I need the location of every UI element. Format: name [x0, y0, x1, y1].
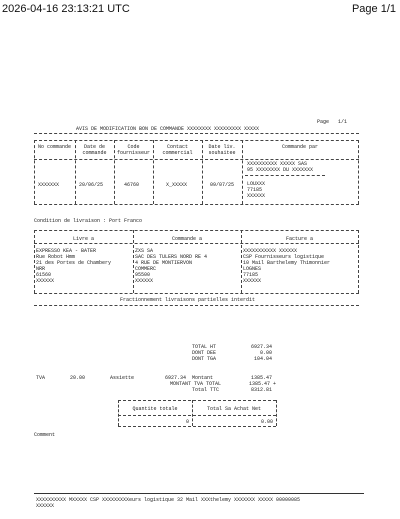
address-livre-line: 61560 — [36, 272, 52, 278]
order-table-rule — [34, 140, 359, 141]
footer-line: XXXXXX — [36, 503, 55, 509]
address-commande-line: 4 RUE DE MONTIERVON — [135, 260, 193, 266]
ordered-by-rule — [245, 175, 325, 176]
total-ht-label: TOTAL HT — [192, 344, 217, 350]
tva-basis-label: Assiette — [110, 375, 135, 381]
tva-amount-label: Montant — [192, 375, 214, 381]
order-header-no-commande: No commande — [37, 144, 71, 150]
address-commande-line: 95500 — [135, 272, 151, 278]
qty-table-bottom-rule — [118, 426, 276, 427]
qty-value-total-achat: 0.00 — [260, 419, 273, 425]
dont-dee-value: 0.00 — [259, 350, 272, 356]
ordered-by-line: LOUXXX — [247, 181, 266, 187]
order-header-date-livraison: Date liv. souhaitee — [208, 144, 236, 156]
address-livre-line: Rue Robot Hmm — [36, 254, 76, 260]
qty-table-header-rule — [118, 415, 276, 416]
address-facture-line: 10 Mail Barthelemy Thimonnier — [243, 260, 331, 266]
ordered-by-line: XXXXXXXXXX XXXXX SAS — [247, 161, 308, 167]
order-table-top-rule — [34, 133, 359, 134]
order-table-bottom-rule — [34, 204, 359, 205]
address-facture-line: XXXXXXXXXXX XXXXXX — [243, 248, 298, 254]
address-table-header-rule — [34, 243, 359, 244]
address-livre-line: 21 des Portes de Chambery — [36, 260, 112, 266]
comment-label: Comment — [34, 432, 56, 438]
tva-basis-value: 6927.34 — [164, 375, 186, 381]
order-cell-code: 46760 — [124, 182, 140, 188]
print-datetime: 2026-04-16 23:13:21 UTC — [2, 3, 130, 15]
qty-table-top-rule — [118, 400, 276, 401]
address-facture-line: CSP Fournisseurs logistique — [243, 254, 325, 260]
order-col-border — [358, 140, 359, 204]
qty-header-quantite: Quantite totale — [132, 406, 178, 412]
partial-delivery-note: Fractionnement livraisons partielles interdit — [120, 297, 256, 303]
ordered-by-line: XXXXXX — [247, 193, 266, 199]
tva-label: TVA — [36, 375, 46, 381]
ordered-by-line: 77185 — [247, 187, 263, 193]
address-facture-line: XXXXXX — [243, 278, 262, 284]
order-header-code-fournisseur: Code fournisseur — [116, 144, 150, 156]
address-commande-line: COMMERC — [135, 266, 157, 272]
address-livre-line: NRR — [36, 266, 46, 272]
order-cell-no: XXXXXXX — [38, 182, 60, 188]
qty-header-total-achat: Total Sa Achat Net — [206, 406, 261, 412]
address-commande-line: ZXS SA — [135, 248, 154, 254]
qty-col-border — [276, 400, 277, 426]
tva-total-value: 1385.47 + — [248, 381, 276, 387]
address-facture-line: LOGNES — [243, 266, 262, 272]
qty-value-quantite: 0 — [185, 419, 189, 425]
total-ht-value: 6927.34 — [250, 344, 272, 350]
tva-total-label: MONTANT TVA TOTAL — [170, 381, 222, 387]
doc-title: AVIS DE MODIFICATION BON DE COMMANDE XXXXXXXX XXXXXXXXX XXXXX — [76, 126, 260, 132]
footer-rule — [34, 493, 364, 494]
address-livre-line: XXXXXX — [36, 278, 55, 284]
order-table-header-rule — [34, 159, 359, 160]
address-livre-line: EXPRESSO KEA - BATER — [36, 248, 97, 254]
dont-dee-label: DONT DEE — [192, 350, 217, 356]
doc-page-label: Page 1/1 — [317, 119, 348, 125]
ttc-label: Total TTC — [192, 387, 220, 393]
tva-rate: 20.00 — [70, 375, 86, 381]
ordered-by-line: 95 XXXXXXXX DU XXXXXXX — [247, 167, 314, 173]
address-header-livre: Livre a — [72, 236, 94, 242]
order-header-date-commande: Date de commande — [82, 144, 107, 156]
order-cell-date-liv: 09/07/25 — [210, 182, 235, 188]
dont-tga-value: 104.04 — [253, 356, 272, 362]
footer-line: XXXXXXXXXX MXXXXX CSP XXXXXXXXXeurs logistique 32 Mail XXXthelemy XXXXXXX XXXXX 00000085 — [36, 497, 301, 503]
address-col-border — [358, 230, 359, 293]
tva-amount-value: 1385.47 — [250, 375, 272, 381]
address-table-top-rule — [34, 230, 359, 231]
page-indicator: Page 1/1 — [351, 3, 396, 15]
ttc-value: 8312.81 — [250, 387, 272, 393]
order-cell-date: 20/06/25 — [79, 182, 104, 188]
address-commande-line: SAC DES TULERS NORD RE 4 — [135, 254, 208, 260]
delivery-condition: Condition de livraison : Port Franco — [34, 218, 143, 224]
order-header-contact: Contact commercial — [162, 144, 193, 156]
dont-tga-label: DONT TGA — [192, 356, 217, 362]
address-header-commande: Commande a — [171, 236, 202, 242]
address-facture-line: 77185 — [243, 272, 259, 278]
order-header-commande-par: Commande par — [281, 144, 318, 150]
address-table-bottom-rule — [34, 293, 359, 294]
address-commande-line: XXXXXX — [135, 278, 154, 284]
order-cell-contact: X_XXXXX — [166, 182, 188, 188]
address-header-facture: Facture a — [285, 236, 313, 242]
section-rule — [34, 305, 359, 306]
